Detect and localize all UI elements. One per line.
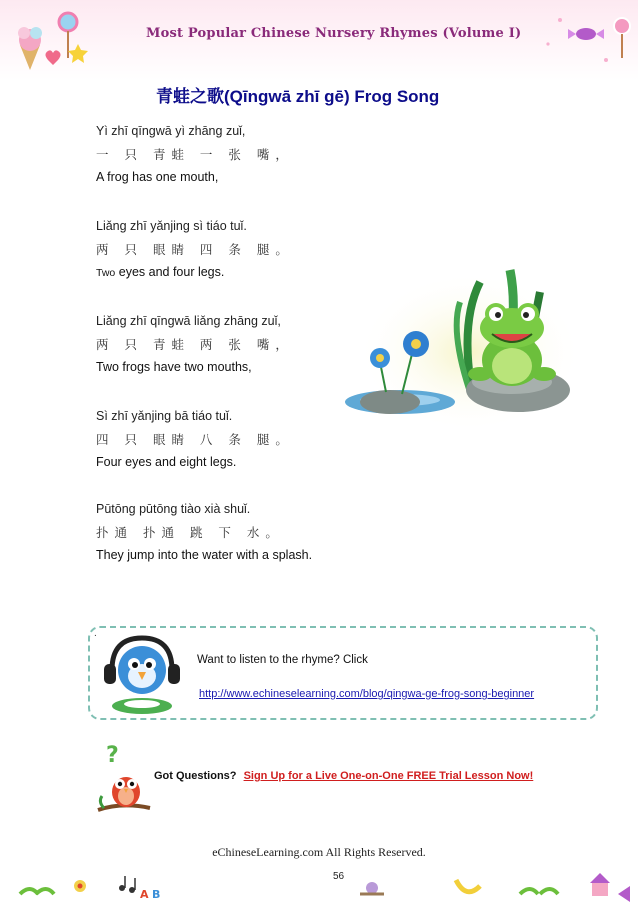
svg-text:?: ?: [106, 744, 119, 768]
frog-illustration: [340, 262, 580, 432]
stanza-2: [96, 215, 294, 285]
sparkle-icon: [546, 18, 608, 62]
snail-icon: [360, 882, 384, 894]
sprout-icon-right: [520, 889, 558, 894]
rhyme-audio-link[interactable]: http://www.echineselearning.com/blog/qingwa-ge-frog-song-beginner: [199, 688, 535, 700]
arrow-icon: [618, 886, 630, 902]
english-line: Two frogs have two mouths,: [96, 360, 252, 374]
sprout-icon: [20, 889, 54, 894]
english-line: A frog has one mouth,: [96, 170, 219, 184]
heart-icon: [46, 50, 61, 65]
flower-doodle-icon: [74, 880, 86, 892]
english-line: Four eyes and eight legs.: [96, 455, 237, 469]
pinyin-line: Liǎng zhī qīngwā liǎng zhāng zuǐ,: [96, 314, 281, 328]
english-line: [96, 261, 294, 285]
english-prefix: Two: [96, 267, 116, 279]
house-icon: [590, 873, 610, 896]
svg-text:B: B: [152, 888, 161, 901]
page-number: 56: [333, 871, 345, 882]
owl-question-icon: [94, 744, 154, 820]
english-rest: eyes and four legs.: [115, 265, 225, 279]
pinyin-line: Yì zhī qīngwā yì zhāng zuǐ,: [96, 124, 246, 138]
pinyin-line: Sì zhī yǎnjing bā tiáo tuǐ.: [96, 409, 233, 423]
hanzi-line: 扑通 扑通 跳 下 水。: [96, 525, 284, 540]
ice-cream-icon: [18, 27, 42, 70]
stanza-3: [96, 310, 294, 379]
rights-notice: eChineseLearning.com All Rights Reserved.: [212, 845, 426, 859]
stanza-4: [96, 405, 294, 474]
lollipop-icon-right: [614, 18, 630, 58]
song-title: 青蛙之歌(Qīngwā zhī gē) Frog Song: [156, 87, 440, 106]
candy-icon: [568, 28, 604, 40]
banana-icon: [456, 880, 480, 892]
questions-line: [154, 770, 533, 782]
footer-decoration: [0, 868, 638, 903]
letter-blocks-icon: [140, 888, 160, 901]
star-candy-icon: [68, 44, 88, 63]
hanzi-line: 两 只 眼睛 四 条 腿。: [96, 242, 294, 257]
hanzi-line: 两 只 青蛙 两 张 嘴，: [96, 337, 294, 352]
listen-prompt: Want to listen to the rhyme? Click: [197, 654, 368, 666]
svg-text:A: A: [140, 888, 149, 901]
stanza-5: [96, 498, 312, 567]
hanzi-line: 一 只 青蛙 一 张 嘴，: [96, 147, 294, 162]
series-title: Most Popular Chinese Nursery Rhymes (Volume I): [146, 26, 522, 41]
pinyin-line: Pūtōng pūtōng tiào xià shuǐ.: [96, 502, 251, 516]
music-notes-icon: [119, 876, 135, 893]
headphone-bird-icon: [96, 632, 188, 716]
questions-label: Got Questions?: [154, 770, 237, 782]
pinyin-line: Liǎng zhī yǎnjing sì tiáo tuǐ.: [96, 219, 247, 233]
stanza-1: [96, 120, 294, 189]
trial-lesson-link[interactable]: Sign Up for a Live One-on-One FREE Trial Lesson Now!: [243, 770, 534, 782]
english-line: They jump into the water with a splash.: [96, 548, 313, 562]
hanzi-line: 四 只 眼睛 八 条 腿。: [96, 432, 294, 447]
listen-dot: .: [94, 628, 97, 639]
